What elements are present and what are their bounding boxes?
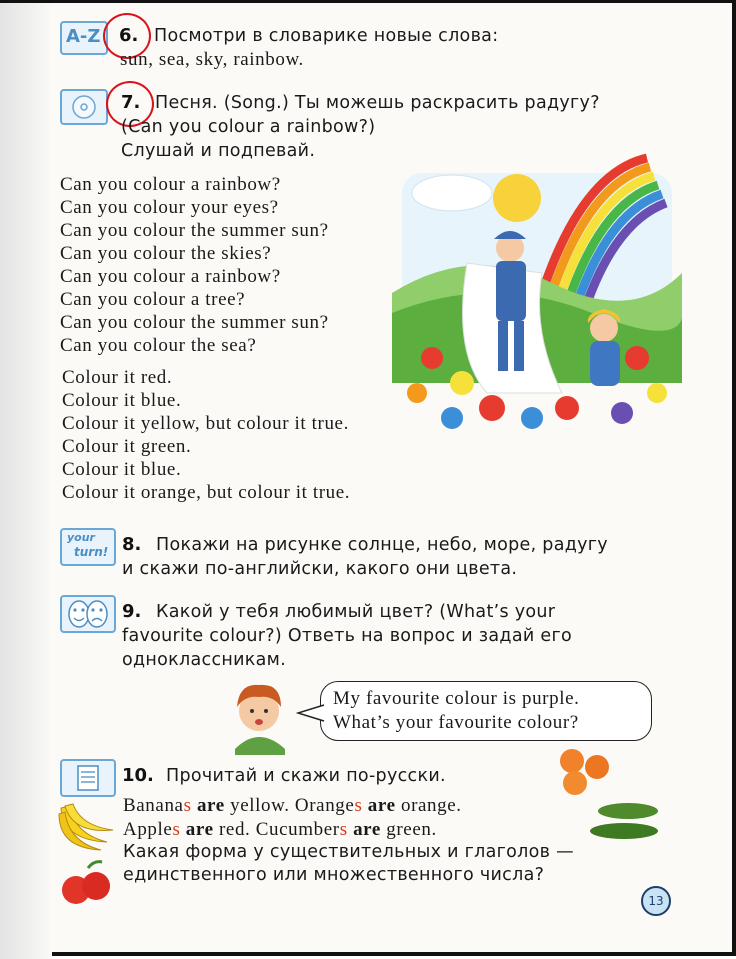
exercise-7-line1: Песня. (Song.) Ты можешь раскрасить радугу? xyxy=(155,93,600,113)
speech-bubble-tail xyxy=(296,703,326,723)
song-line: Can you colour the sea? xyxy=(60,335,257,356)
a-z-dictionary-icon: A-Z xyxy=(60,21,108,55)
page-gutter-shadow xyxy=(0,3,52,959)
song-line: Can you colour the summer sun? xyxy=(60,220,329,241)
exercise-9-line2: favourite colour?) Ответь на вопрос и задай его xyxy=(122,626,572,646)
rainbow-painting-illustration xyxy=(392,153,682,438)
bubble-line-1: My favourite colour is purple. xyxy=(333,688,580,709)
exercise-10-sentence-1: Bananas are yellow. Oranges are orange. xyxy=(123,795,462,816)
exercise-8-line1: Покажи на рисунке солнце, небо, море, радугу xyxy=(156,535,608,555)
exercise-6-instruction: Посмотри в словарике новые слова: xyxy=(154,26,499,46)
masks-icon xyxy=(60,595,116,633)
song-line: Colour it blue. xyxy=(62,390,182,411)
song-line: Can you colour a rainbow? xyxy=(60,174,281,195)
boy-portrait-illustration xyxy=(225,675,293,755)
cucumbers-illustration xyxy=(588,799,664,845)
your-turn-icon: your turn! xyxy=(60,528,116,566)
cd-disc-icon xyxy=(60,89,108,125)
song-line: Colour it orange, but colour it true. xyxy=(62,482,351,503)
speech-bubble xyxy=(320,681,652,741)
exercise-10-instruction: Прочитай и скажи по-русски. xyxy=(166,766,446,786)
song-line: Colour it blue. xyxy=(62,459,182,480)
exercise-7-line3: Слушай и подпевай. xyxy=(121,141,316,161)
exercise-10-sentence-2: Apples are red. Cucumbers are green. xyxy=(123,819,437,840)
song-line: Can you colour a tree? xyxy=(60,289,246,310)
song-line: Can you colour the summer sun? xyxy=(60,312,329,333)
page-number-badge xyxy=(641,886,671,916)
bananas-illustration xyxy=(55,798,117,853)
exercise-10-number: 10. xyxy=(122,765,154,786)
song-line: Colour it green. xyxy=(62,436,192,457)
reading-page-icon xyxy=(60,759,116,797)
apples-illustration xyxy=(58,858,114,908)
song-verse-2 xyxy=(62,366,350,504)
exercise-9-number: 9. xyxy=(122,601,142,622)
exercise-9-line3: одноклассникам. xyxy=(122,650,287,670)
exercise-8-line2: и скажи по-английски, какого они цвета. xyxy=(122,559,518,579)
exercise-7-number: 7. xyxy=(121,92,141,113)
exercise-10-question-1: Какая форма у существительных и глаголов — xyxy=(123,842,574,862)
song-line: Colour it red. xyxy=(62,367,173,388)
exercise-7-line2: (Can you colour a rainbow?) xyxy=(121,117,376,137)
song-line: Can you colour your eyes? xyxy=(60,197,279,218)
song-line: Can you colour a rainbow? xyxy=(60,266,281,287)
exercise-8-number: 8. xyxy=(122,534,142,555)
song-line: Colour it yellow, but colour it true. xyxy=(62,413,349,434)
exercise-6-words: sun, sea, sky, rainbow. xyxy=(120,49,304,70)
exercise-6-number: 6. xyxy=(119,25,139,46)
exercise-9-line1: Какой у тебя любимый цвет? (What’s your xyxy=(156,602,556,622)
bubble-line-2: What’s your favourite colour? xyxy=(333,712,579,733)
song-verse-1 xyxy=(60,173,329,357)
exercise-10-question-2: единственного или множественного числа? xyxy=(123,865,545,885)
song-line: Can you colour the skies? xyxy=(60,243,272,264)
page-number: 13 xyxy=(648,894,664,908)
oranges-illustration xyxy=(555,745,615,797)
